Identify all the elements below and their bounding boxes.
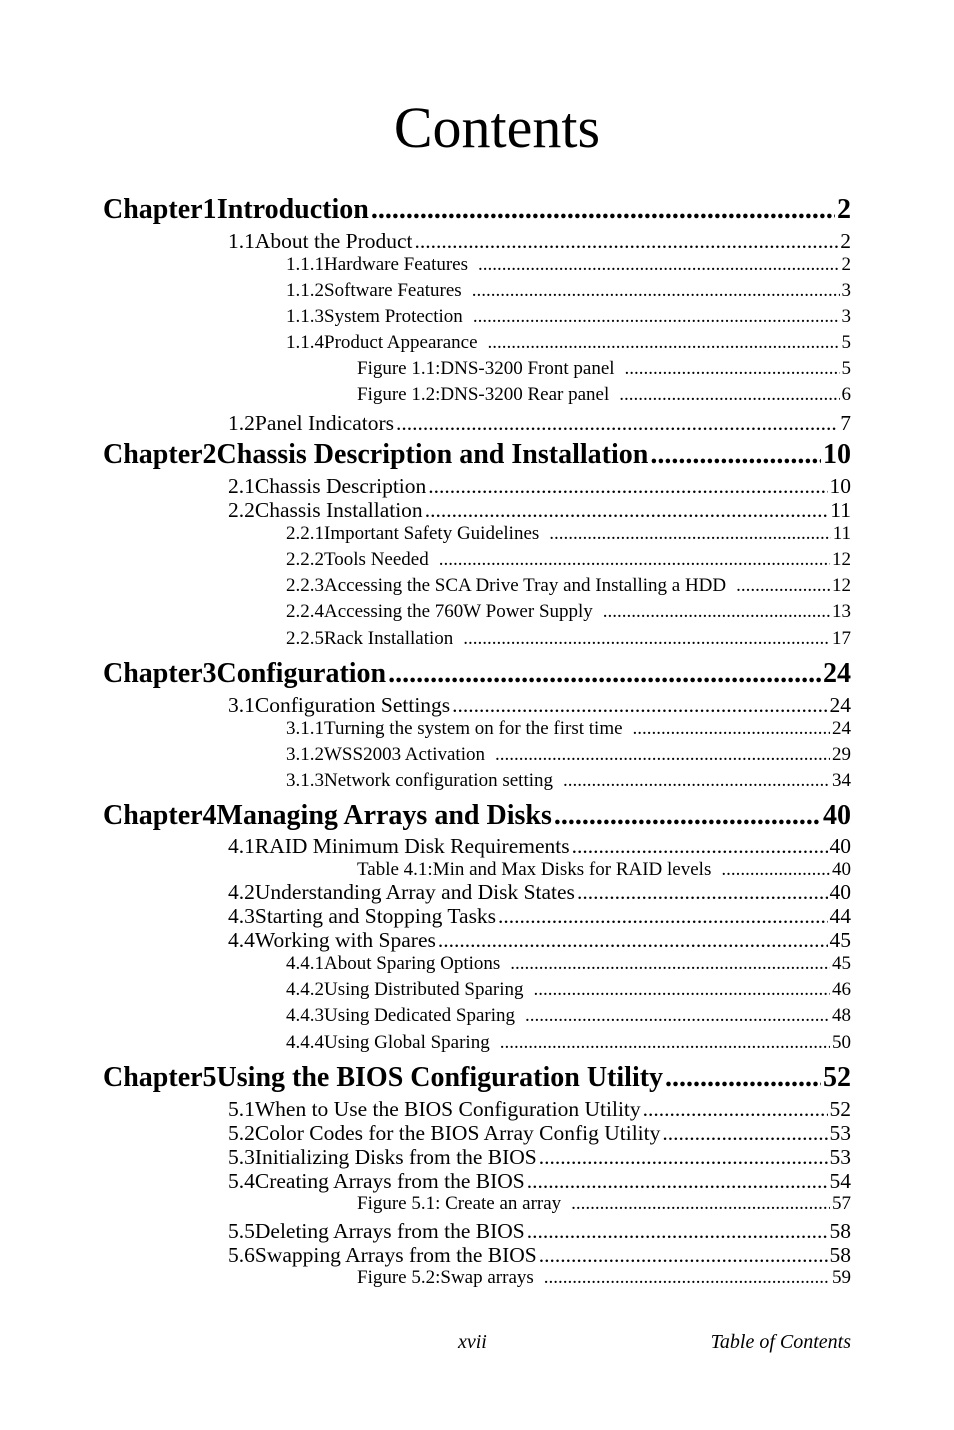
dot-leader bbox=[478, 253, 839, 277]
entry-page-number: 48 bbox=[832, 1005, 851, 1026]
dot-leader bbox=[488, 331, 840, 355]
toc-entry-sub[interactable] bbox=[286, 331, 851, 355]
entry-number: 5.1 bbox=[228, 1097, 255, 1121]
entry-page-number: 58 bbox=[829, 1219, 851, 1243]
entry-number: 3.1.2 bbox=[286, 744, 324, 765]
entry-page-number: 24 bbox=[829, 693, 851, 717]
toc-entry-sub[interactable] bbox=[286, 548, 851, 572]
entry-page-number: 10 bbox=[829, 474, 851, 498]
entry-number: 2.1 bbox=[228, 474, 255, 498]
entry-number: 1.2 bbox=[228, 411, 255, 435]
entry-title: System Protection bbox=[324, 306, 463, 327]
chapter-word: Chapter bbox=[103, 800, 203, 831]
chapter-word: Chapter bbox=[103, 439, 203, 470]
toc-entry-chapter[interactable] bbox=[103, 438, 851, 472]
entry-page-number: 40 bbox=[829, 880, 851, 904]
dot-leader bbox=[539, 1243, 828, 1267]
toc-entry-section[interactable] bbox=[228, 411, 851, 435]
toc-entry-section[interactable] bbox=[228, 474, 851, 498]
dot-leader bbox=[428, 474, 827, 498]
entry-number: 2.2.1 bbox=[286, 523, 324, 544]
toc-entry-section[interactable] bbox=[228, 904, 851, 928]
entry-title: Starting and Stopping Tasks bbox=[254, 904, 497, 928]
toc-entry-section[interactable] bbox=[228, 1097, 851, 1121]
toc-entry-sub[interactable] bbox=[286, 600, 851, 624]
toc-entry-section[interactable] bbox=[228, 1169, 851, 1193]
entry-title: Chassis Description bbox=[254, 474, 427, 498]
entry-number: 2.2.5 bbox=[286, 628, 324, 649]
entry-page-number: 11 bbox=[830, 498, 851, 522]
toc-entry-fig[interactable] bbox=[357, 383, 851, 407]
entry-page-number: 2 bbox=[837, 194, 851, 225]
entry-title: Initializing Disks from the BIOS bbox=[254, 1145, 537, 1169]
toc-entry-section[interactable] bbox=[228, 229, 851, 253]
entry-number: 5.5 bbox=[228, 1219, 255, 1243]
entry-page-number: 5 bbox=[841, 332, 851, 353]
toc-entry-sub[interactable] bbox=[286, 305, 851, 329]
toc-entry-section[interactable] bbox=[228, 693, 851, 717]
dot-leader bbox=[665, 1061, 821, 1095]
toc-entry-section[interactable] bbox=[228, 498, 851, 522]
entry-title: Introduction bbox=[216, 194, 369, 225]
entry-title: Hardware Features bbox=[324, 254, 469, 275]
entry-title: Accessing the SCA Drive Tray and Installing a HDD bbox=[324, 575, 727, 596]
entry-page-number: 45 bbox=[829, 928, 851, 952]
chapter-word: Chapter bbox=[103, 658, 203, 689]
dot-leader bbox=[625, 357, 840, 381]
toc-entry-section[interactable] bbox=[228, 1243, 851, 1267]
entry-page-number: 52 bbox=[829, 1097, 851, 1121]
entry-title: Figure 1.1:DNS-3200 Front panel bbox=[357, 358, 615, 379]
dot-leader bbox=[498, 904, 827, 928]
entry-title: Panel Indicators bbox=[254, 411, 394, 435]
entry-number: 2.2.2 bbox=[286, 549, 324, 570]
toc-entry-sub[interactable] bbox=[286, 769, 851, 793]
entry-title: Using Global Sparing bbox=[324, 1032, 490, 1053]
entry-page-number: 12 bbox=[832, 549, 851, 570]
entry-number: 1.1.3 bbox=[286, 306, 324, 327]
entry-page-number: 40 bbox=[829, 834, 851, 858]
toc-entry-fig[interactable] bbox=[357, 1266, 851, 1290]
entry-title: Configuration bbox=[216, 658, 387, 689]
entry-page-number: 44 bbox=[829, 904, 851, 928]
dot-leader bbox=[388, 657, 821, 691]
entry-page-number: 3 bbox=[841, 306, 851, 327]
entry-title: Working with Spares bbox=[254, 928, 436, 952]
entry-title: Using Dedicated Sparing bbox=[324, 1005, 516, 1026]
entry-number: 2.2 bbox=[228, 498, 255, 522]
entry-page-number: 40 bbox=[832, 859, 851, 880]
entry-title: About the Product bbox=[254, 229, 413, 253]
dot-leader bbox=[619, 383, 839, 407]
dot-leader bbox=[510, 952, 830, 976]
entry-page-number: 58 bbox=[829, 1243, 851, 1267]
entry-number: 1.1.1 bbox=[286, 254, 324, 275]
toc-entry-sub[interactable] bbox=[286, 1004, 851, 1028]
entry-number: 2 bbox=[202, 439, 217, 470]
entry-page-number: 5 bbox=[841, 358, 851, 379]
dot-leader bbox=[439, 548, 830, 572]
entry-title: Rack Installation bbox=[324, 628, 454, 649]
dot-leader bbox=[463, 627, 830, 651]
entry-number: 4.4.3 bbox=[286, 1005, 324, 1026]
toc-entry-sub[interactable] bbox=[286, 574, 851, 598]
dot-leader bbox=[563, 769, 830, 793]
entry-number: 1.1.2 bbox=[286, 280, 324, 301]
dot-leader bbox=[495, 743, 830, 767]
entry-title: Configuration Settings bbox=[254, 693, 451, 717]
entry-number: 3 bbox=[202, 658, 217, 689]
chapter-word: Chapter bbox=[103, 1062, 203, 1093]
entry-number: 5.2 bbox=[228, 1121, 255, 1145]
entry-page-number: 50 bbox=[832, 1032, 851, 1053]
dot-leader bbox=[396, 411, 838, 435]
toc-entry-fig[interactable] bbox=[357, 357, 851, 381]
dot-leader bbox=[527, 1219, 828, 1243]
toc-entry-sub[interactable] bbox=[286, 627, 851, 651]
entry-title: Using the BIOS Configuration Utility bbox=[216, 1062, 664, 1093]
entry-page-number: 57 bbox=[832, 1193, 851, 1214]
entry-number: 1 bbox=[202, 194, 217, 225]
entry-page-number: 2 bbox=[841, 254, 851, 275]
dot-leader bbox=[571, 1192, 830, 1216]
toc-entry-chapter[interactable] bbox=[103, 193, 851, 227]
footer-page-number: xvii bbox=[458, 1331, 487, 1353]
entry-page-number: 2 bbox=[840, 229, 851, 253]
dot-leader bbox=[736, 574, 830, 598]
entry-title: RAID Minimum Disk Requirements bbox=[254, 834, 570, 858]
entry-page-number: 53 bbox=[829, 1121, 851, 1145]
entry-title: Important Safety Guidelines bbox=[324, 523, 540, 544]
entry-title: WSS2003 Activation bbox=[324, 744, 485, 765]
entry-title: Managing Arrays and Disks bbox=[216, 800, 552, 831]
entry-title: Chassis Description and Installation bbox=[216, 439, 649, 470]
dot-leader bbox=[577, 880, 828, 904]
entry-title: Understanding Array and Disk States bbox=[254, 880, 575, 904]
entry-page-number: 6 bbox=[841, 384, 851, 405]
toc-entry-section[interactable] bbox=[228, 834, 851, 858]
dot-leader bbox=[472, 279, 840, 303]
dot-leader bbox=[415, 229, 839, 253]
entry-page-number: 45 bbox=[832, 953, 851, 974]
toc-entry-sub[interactable] bbox=[286, 717, 851, 741]
toc-entry-section[interactable] bbox=[228, 1219, 851, 1243]
entry-number: 1.1 bbox=[228, 229, 255, 253]
entry-page-number: 12 bbox=[832, 575, 851, 596]
entry-number: 2.2.4 bbox=[286, 601, 324, 622]
dot-leader bbox=[425, 498, 829, 522]
footer-label: Table of Contents bbox=[710, 1331, 851, 1353]
entry-title: Software Features bbox=[324, 280, 462, 301]
entry-page-number: 3 bbox=[841, 280, 851, 301]
dot-leader bbox=[473, 305, 840, 329]
entry-number: 3.1.3 bbox=[286, 770, 324, 791]
entry-number: 4.4.2 bbox=[286, 979, 324, 1000]
entry-title: Chassis Installation bbox=[254, 498, 423, 522]
entry-page-number: 17 bbox=[832, 628, 851, 649]
dot-leader bbox=[438, 928, 828, 952]
toc-entry-chapter[interactable] bbox=[103, 799, 851, 833]
entry-number: 2.2.3 bbox=[286, 575, 324, 596]
toc-entry-section[interactable] bbox=[228, 1121, 851, 1145]
toc-entry-sub[interactable] bbox=[286, 1031, 851, 1055]
dot-leader bbox=[554, 799, 821, 833]
entry-number: 1.1.4 bbox=[286, 332, 324, 353]
toc-entry-sub[interactable] bbox=[286, 522, 851, 546]
entry-number: 3.1 bbox=[228, 693, 255, 717]
dot-leader bbox=[633, 717, 830, 741]
entry-title: Product Appearance bbox=[324, 332, 478, 353]
toc-entry-sub[interactable] bbox=[286, 743, 851, 767]
toc-entry-sub[interactable] bbox=[286, 952, 851, 976]
entry-title: Figure 1.2:DNS-3200 Rear panel bbox=[357, 384, 610, 405]
entry-number: 4.3 bbox=[228, 904, 255, 928]
dot-leader bbox=[572, 834, 828, 858]
entry-page-number: 52 bbox=[823, 1062, 851, 1093]
entry-number: 5.6 bbox=[228, 1243, 255, 1267]
toc-entry-sub[interactable] bbox=[286, 253, 851, 277]
dot-leader bbox=[500, 1031, 830, 1055]
entry-page-number: 54 bbox=[829, 1169, 851, 1193]
toc-entry-section[interactable] bbox=[228, 1145, 851, 1169]
entry-title: Swapping Arrays from the BIOS bbox=[254, 1243, 537, 1267]
entry-page-number: 11 bbox=[832, 523, 851, 544]
entry-number: 4.4 bbox=[228, 928, 255, 952]
entry-page-number: 24 bbox=[823, 658, 851, 689]
entry-page-number: 7 bbox=[840, 411, 851, 435]
entry-title: Table 4.1:Min and Max Disks for RAID levels bbox=[357, 859, 712, 880]
entry-page-number: 13 bbox=[832, 601, 851, 622]
entry-page-number: 24 bbox=[832, 718, 851, 739]
toc-entry-section[interactable] bbox=[228, 928, 851, 952]
entry-number: 4.4.1 bbox=[286, 953, 324, 974]
entry-number: 5.3 bbox=[228, 1145, 255, 1169]
entry-page-number: 46 bbox=[832, 979, 851, 1000]
entry-page-number: 59 bbox=[832, 1267, 851, 1288]
entry-title: Deleting Arrays from the BIOS bbox=[254, 1219, 525, 1243]
entry-page-number: 29 bbox=[832, 744, 851, 765]
toc-entry-chapter[interactable] bbox=[103, 1061, 851, 1095]
dot-leader bbox=[549, 522, 830, 546]
entry-title: About Sparing Options bbox=[324, 953, 501, 974]
dot-leader bbox=[452, 693, 827, 717]
toc-entry-sub[interactable] bbox=[286, 279, 851, 303]
dot-leader bbox=[603, 600, 830, 624]
toc-entry-section[interactable] bbox=[228, 880, 851, 904]
chapter-word: Chapter bbox=[103, 194, 203, 225]
entry-number: 5 bbox=[202, 1062, 217, 1093]
dot-leader bbox=[525, 1004, 830, 1028]
entry-title: Figure 5.2:Swap arrays bbox=[357, 1267, 534, 1288]
page-title: Contents bbox=[393, 95, 601, 160]
dot-leader bbox=[534, 978, 831, 1002]
entry-number: 4.2 bbox=[228, 880, 255, 904]
toc-entry-chapter[interactable] bbox=[103, 657, 851, 691]
dot-leader bbox=[662, 1121, 827, 1145]
dot-leader bbox=[544, 1266, 830, 1290]
entry-number: 4.4.4 bbox=[286, 1032, 324, 1053]
entry-number: 3.1.1 bbox=[286, 718, 324, 739]
dot-leader bbox=[650, 438, 821, 472]
dot-leader bbox=[527, 1169, 828, 1193]
entry-title: Creating Arrays from the BIOS bbox=[254, 1169, 525, 1193]
entry-number: 4 bbox=[202, 800, 217, 831]
entry-number: 5.4 bbox=[228, 1169, 255, 1193]
entry-number: 4.1 bbox=[228, 834, 255, 858]
entry-page-number: 53 bbox=[829, 1145, 851, 1169]
entry-title: When to Use the BIOS Configuration Utility bbox=[254, 1097, 641, 1121]
entry-page-number: 40 bbox=[823, 800, 851, 831]
dot-leader bbox=[371, 193, 835, 227]
dot-leader bbox=[721, 858, 830, 882]
entry-title: Turning the system on for the first time bbox=[324, 718, 623, 739]
dot-leader bbox=[643, 1097, 828, 1121]
entry-title: Using Distributed Sparing bbox=[324, 979, 524, 1000]
toc-entry-fig[interactable] bbox=[357, 1192, 851, 1216]
entry-title: Network configuration setting bbox=[324, 770, 554, 791]
toc-entry-fig[interactable] bbox=[357, 858, 851, 882]
entry-title: Tools Needed bbox=[324, 549, 429, 570]
entry-page-number: 10 bbox=[823, 439, 851, 470]
entry-title: Color Codes for the BIOS Array Config Utility bbox=[254, 1121, 661, 1145]
dot-leader bbox=[539, 1145, 828, 1169]
entry-title: Accessing the 760W Power Supply bbox=[324, 601, 593, 622]
entry-title: Figure 5.1: Create an array bbox=[357, 1193, 562, 1214]
toc-entry-sub[interactable] bbox=[286, 978, 851, 1002]
entry-page-number: 34 bbox=[832, 770, 851, 791]
